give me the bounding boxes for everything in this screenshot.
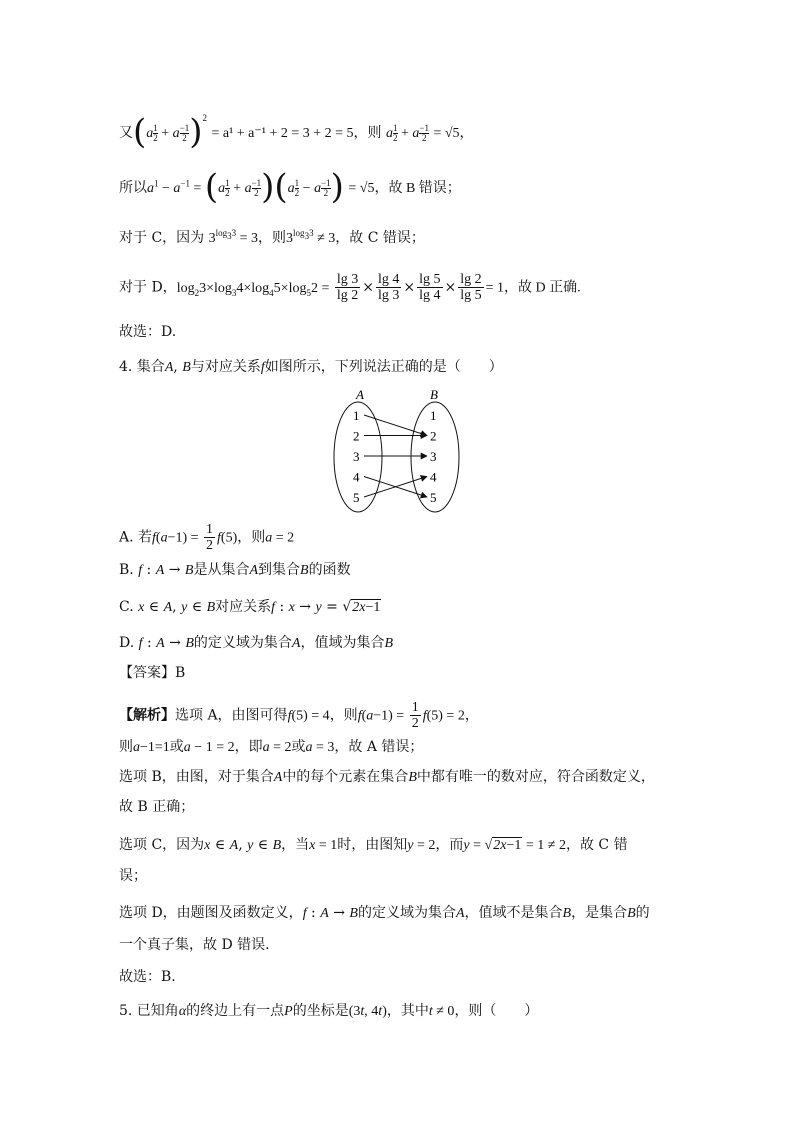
- set-a-element: 2: [353, 428, 360, 444]
- text: 中的每个元素在集合: [282, 769, 409, 785]
- set-a-element: 1: [353, 408, 360, 423]
- conclusion: 故选：B.: [119, 969, 176, 985]
- set-b-element: 1: [430, 408, 437, 423]
- text: 的定义域为集合: [193, 635, 292, 651]
- mapping-diagram: [320, 385, 470, 515]
- text: 如图所示，下列说法正确的是（ ）: [264, 359, 503, 375]
- text: = √5，: [433, 126, 474, 141]
- set-b-element: 3: [430, 449, 437, 464]
- text: 或: [169, 739, 184, 755]
- set-a-element: 4: [353, 469, 360, 485]
- set-b-element: 5: [430, 490, 437, 505]
- analysis-c: 选项 C，因为x ∈ A, y ∈ B，当x = 1时，由图知y = 2，而y = √2x−1 = 1 ≠ 2，故 C 错: [119, 837, 628, 853]
- text: 时，由图知: [337, 837, 408, 853]
- text: ，值域不是集合: [464, 905, 563, 921]
- answer: 【答案】B: [119, 665, 186, 681]
- text: = √5，故 B 错误；: [348, 181, 461, 196]
- text: ，则: [258, 230, 287, 246]
- option-b: B. f : A → B是从集合A到集合B的函数: [119, 562, 351, 578]
- line-4: 对于 D，$\log_23\times\log_34\times\log_45\times\log_52$ = $\frac{\lg 3}{\lg 2}$ × $\frac{\lg 4}{\lg 3}$ × $\frac{\lg 5}{\lg 4}$ × $\frac{\lg 2}{\lg 5}$ = 1，故 D 正确.: [119, 272, 581, 303]
- text: 中都有唯一的数对应，符合函数定义，: [416, 769, 655, 785]
- text: ，即: [234, 739, 263, 755]
- text: 的函数: [308, 562, 351, 578]
- line-5: 故选：D.: [119, 324, 177, 340]
- text: ，则: [329, 707, 358, 724]
- text: 4. 集合: [119, 359, 165, 375]
- text: ，当: [281, 837, 310, 853]
- text: A. 若: [119, 529, 153, 546]
- set-a-element: 3: [353, 449, 360, 464]
- line-3: 对于 C，因为 $3^{log_33} = 3$，则$3^{log_33} \ne 3$，故 C 错误；: [119, 228, 425, 246]
- analysis-a: 【解析】选项 A，由图可得f(5) = 4，则f(a−1) = $\frac{1}{2}$ f(5) = 2，: [119, 700, 479, 731]
- option-c: C. x ∈ A, y ∈ B对应关系f : x → y = √2x−1: [119, 599, 381, 615]
- q5-stem: 5. 已知角α的终边上有一点P的坐标是(3t, 4t)，其中t ≠ 0，则（ ）: [119, 1003, 539, 1019]
- text: 对于 C，因为: [119, 230, 205, 246]
- text: 或: [291, 739, 306, 755]
- text: 对应关系: [215, 599, 272, 615]
- analysis-b-cont: 故 B 正确；: [119, 799, 195, 815]
- text: 与对应关系: [190, 359, 261, 375]
- option-a: A. 若f(a−1) = $\frac{1}{2}$ f(5)，则a = 2: [119, 522, 295, 553]
- set-b-element: 2: [430, 428, 437, 444]
- text: D.: [119, 635, 135, 651]
- text: ，是集合: [571, 905, 628, 921]
- analysis-b: 选项 B，由图，对于集合A中的每个元素在集合B中都有唯一的数对应，符合函数定义，: [119, 769, 655, 785]
- line-1: 又(a $\frac{1}{2}$ + a $\frac{-1}{2}$ )$^2$ = a¹ + a⁻¹ + 2 = 3 + 2 = 5，则 a $\frac{1}{2}$ + a $\frac{-1}{2}$ = √5，: [119, 112, 474, 152]
- text: ，故 C 错误；: [335, 230, 425, 246]
- text: ，故 C 错: [565, 837, 628, 853]
- text: = 1，故 D 正确.: [485, 280, 581, 296]
- text: 的坐标是: [292, 1003, 349, 1019]
- text: B.: [119, 562, 134, 578]
- text: 的定义域为集合: [357, 905, 456, 921]
- text: ，故 A 错误；: [334, 739, 424, 755]
- text: ，则: [237, 529, 266, 546]
- text: 又: [119, 125, 133, 141]
- set-a-label: A: [356, 387, 364, 402]
- analysis-label: 【解析】: [119, 707, 175, 724]
- text: ，值域为集合: [300, 635, 385, 651]
- q4-stem: 4. 集合A, B与对应关系f如图所示，下列说法正确的是（ ）: [119, 359, 503, 375]
- text: 的终边上有一点: [186, 1003, 285, 1019]
- text: ，而: [435, 837, 464, 853]
- equation: = a¹ + a⁻¹ + 2 = 3 + 2 = 5，则: [211, 126, 382, 141]
- text: ，其中: [386, 1003, 429, 1019]
- text: C.: [119, 599, 134, 615]
- text: 到集合: [258, 562, 301, 578]
- text: 对于 D，: [119, 279, 177, 296]
- option-d: D. f : A → B的定义域为集合A，值域为集合B: [119, 635, 394, 651]
- text: 是从集合: [193, 562, 250, 578]
- text: 5. 已知角: [119, 1003, 179, 1019]
- analysis-a-cont: 则a−1=1或a − 1 = 2，即a = 2或a = 3，故 A 错误；: [119, 739, 424, 755]
- text: 选项 C，因为: [119, 837, 205, 853]
- text: ，则（ ）: [454, 1003, 539, 1019]
- line-2: 所以$a^1 - a^{-1} = (a$ $\frac{1}{2}$ + a $\frac{-1}{2}$ )(a $\frac{1}{2}$ − a $\frac{-1}{2}$ ) = √5，故 B 错误；: [119, 167, 461, 207]
- text: 选项 D，由题图及函数定义，: [119, 905, 303, 921]
- text: 选项 B，由图，对于集合: [119, 769, 274, 785]
- text: 的: [635, 905, 650, 921]
- set-b-label: B: [430, 387, 438, 402]
- set-a-element: 5: [353, 490, 360, 505]
- set-b-element: 4: [430, 469, 437, 485]
- analysis-d: 选项 D，由题图及函数定义，f : A → B的定义域为集合A，值域不是集合B，是集合B的: [119, 905, 650, 921]
- analysis-c-cont: 误；: [119, 868, 147, 884]
- text: 则: [119, 739, 133, 755]
- text: 选项 A，由图可得: [175, 707, 288, 724]
- analysis-d-cont: 一个真子集，故 D 错误.: [119, 937, 270, 953]
- text: 所以: [119, 180, 147, 196]
